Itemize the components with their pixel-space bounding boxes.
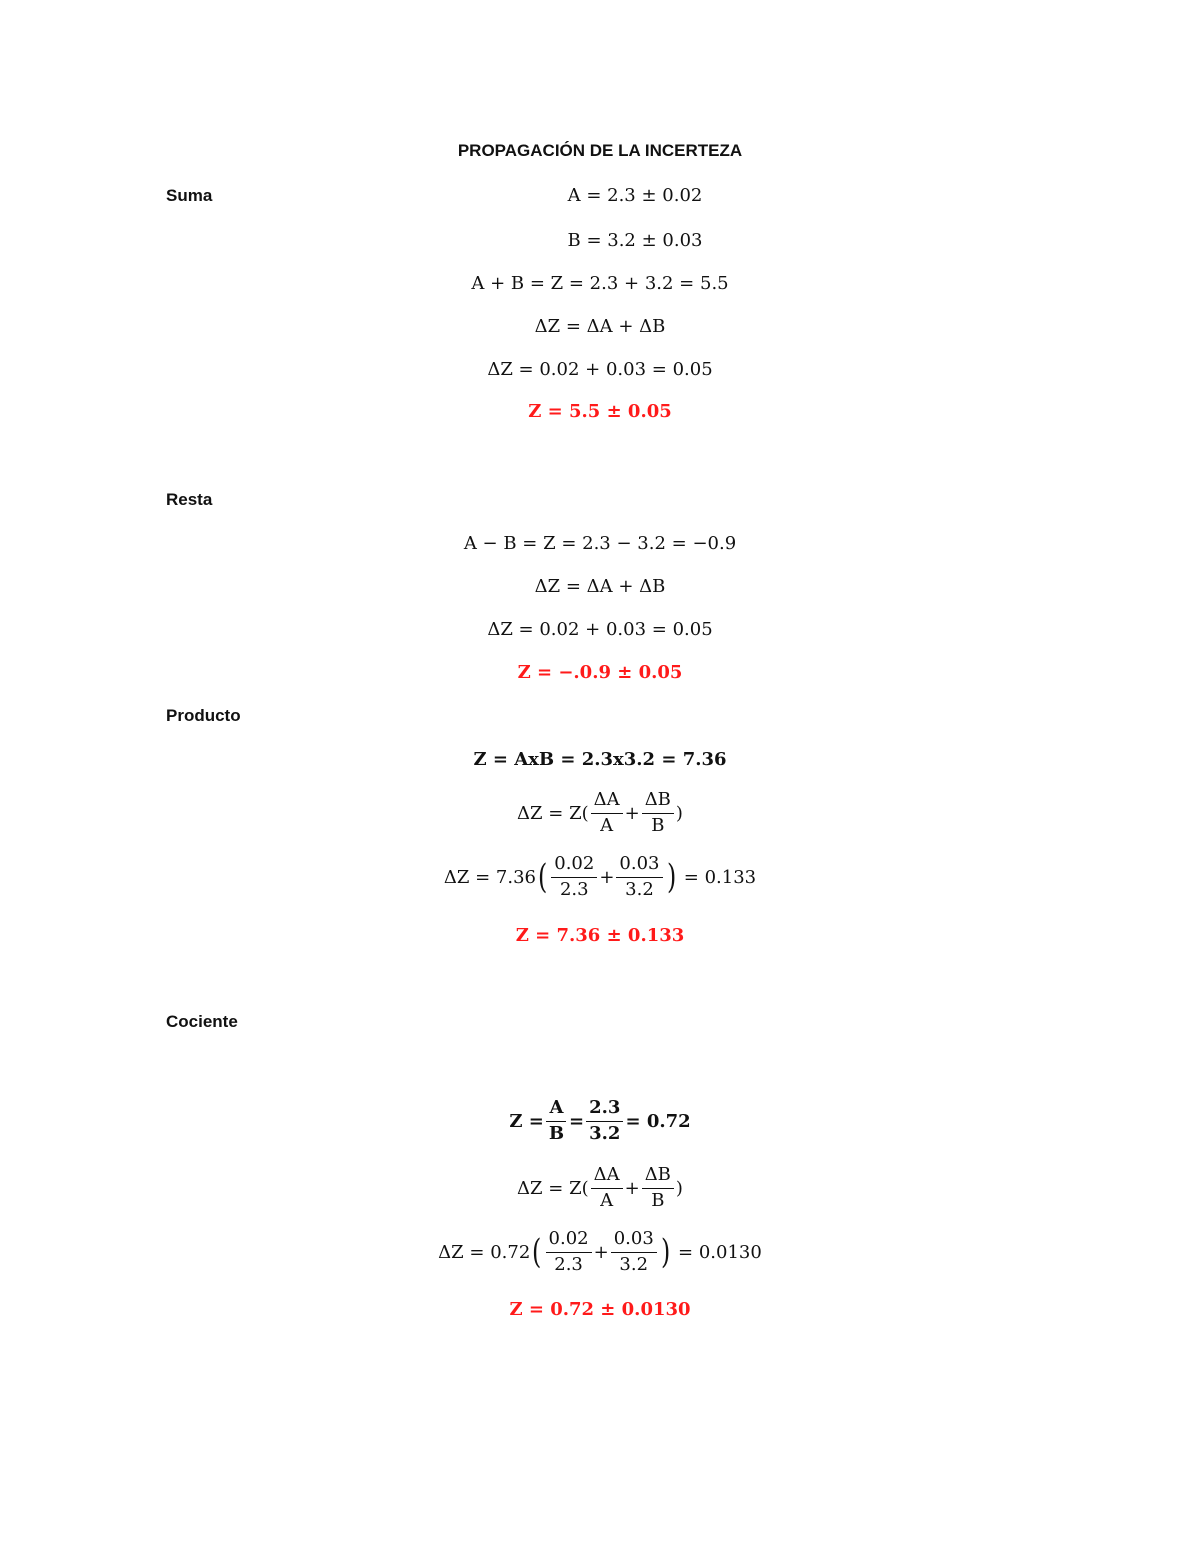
- suma-result: Z = 5.5 ± 0.05: [528, 401, 672, 422]
- suma-eq-delta-value: ΔZ = 0.02 + 0.03 = 0.05: [487, 359, 713, 380]
- plus-sign: +: [599, 866, 615, 888]
- fraction-numerator: 0.03: [616, 854, 662, 878]
- producto-result: Z = 7.36 ± 0.133: [515, 925, 685, 946]
- fraction-denominator: 2.3: [554, 1253, 583, 1275]
- producto-eq-product: Z = AxB = 2.3x3.2 = 7.36: [473, 749, 727, 770]
- fraction-numerator: A: [546, 1098, 566, 1122]
- cociente-eq1-rhs: = 0.72: [625, 1110, 691, 1132]
- fraction-numerator: 0.03: [611, 1229, 657, 1253]
- cociente-eq-quotient: [0, 1098, 1200, 1144]
- cociente-eq3-rhs: = 0.0130: [678, 1241, 762, 1263]
- fraction-numerator: 2.3: [586, 1098, 623, 1122]
- producto-eq3-fraction-a: [551, 854, 597, 900]
- producto-eq3-rhs: = 0.133: [683, 866, 757, 888]
- fraction-numerator: ΔB: [642, 1165, 674, 1189]
- fraction-denominator: B: [548, 1122, 565, 1144]
- cociente-eq2-fraction-a: [591, 1165, 623, 1211]
- producto-eq3-lhs: ΔZ = 7.36: [443, 866, 536, 888]
- producto-eq2-fraction-a: [591, 790, 623, 836]
- plus-sign: +: [593, 1241, 609, 1263]
- cociente-eq3-lhs: ΔZ = 0.72: [438, 1241, 531, 1263]
- fraction-denominator: A: [600, 1189, 614, 1211]
- producto-eq2-fraction-b: [642, 790, 674, 836]
- section-resta-heading: Resta: [166, 490, 213, 509]
- section-suma-heading: Suma: [166, 186, 213, 205]
- suma-eq-a: A = 2.3 ± 0.02: [567, 185, 703, 206]
- suma-eq-b: B = 3.2 ± 0.03: [567, 230, 703, 251]
- cociente-eq2-fraction-b: [642, 1165, 674, 1211]
- cociente-eq3-fraction-a: [546, 1229, 592, 1275]
- cociente-eq1-fraction-values: [586, 1098, 623, 1144]
- right-paren: ): [666, 857, 676, 898]
- cociente-eq-delta-formula: [0, 1165, 1200, 1211]
- fraction-numerator: ΔB: [642, 790, 674, 814]
- right-paren: ): [660, 1232, 671, 1273]
- suma-eq-sum: A + B = Z = 2.3 + 3.2 = 5.5: [471, 273, 729, 294]
- cociente-eq2-rhs: ): [675, 1177, 683, 1199]
- page-title: PROPAGACIÓN DE LA INCERTEZA: [457, 141, 743, 160]
- plus-sign: +: [624, 1177, 640, 1199]
- fraction-numerator: 0.02: [551, 854, 597, 878]
- resta-result: Z = −.0.9 ± 0.05: [517, 662, 683, 683]
- fraction-denominator: 3.2: [589, 1122, 621, 1144]
- cociente-eq-delta-value: [0, 1229, 1200, 1275]
- plus-sign: +: [624, 802, 640, 824]
- resta-eq-delta: ΔZ = ΔA + ΔB: [534, 576, 666, 597]
- cociente-eq1-fraction-ab: [546, 1098, 567, 1144]
- producto-eq-delta-formula: [0, 790, 1200, 836]
- resta-eq-delta-value: ΔZ = 0.02 + 0.03 = 0.05: [487, 619, 713, 640]
- equals-sign: =: [569, 1110, 585, 1132]
- fraction-denominator: A: [600, 814, 614, 836]
- fraction-denominator: B: [651, 814, 665, 836]
- producto-eq3-fraction-b: [616, 854, 662, 900]
- fraction-denominator: 3.2: [619, 1253, 649, 1275]
- resta-eq-diff: A − B = Z = 2.3 − 3.2 = −0.9: [463, 533, 737, 554]
- fraction-numerator: ΔA: [591, 790, 623, 814]
- producto-eq2-rhs: ): [675, 802, 683, 824]
- left-paren: (: [532, 1232, 542, 1273]
- section-cociente-heading: Cociente: [166, 1012, 238, 1031]
- fraction-denominator: 3.2: [625, 878, 654, 900]
- fraction-numerator: 0.02: [546, 1229, 592, 1253]
- suma-eq-delta: ΔZ = ΔA + ΔB: [534, 316, 666, 337]
- left-paren: (: [537, 857, 548, 898]
- cociente-eq1-lhs: Z =: [509, 1110, 544, 1132]
- producto-eq-delta-value: [0, 854, 1200, 900]
- fraction-numerator: ΔA: [591, 1165, 623, 1189]
- cociente-result: Z = 0.72 ± 0.0130: [509, 1299, 691, 1320]
- fraction-denominator: 2.3: [559, 878, 589, 900]
- cociente-eq2-lhs: ΔZ = Z(: [517, 1177, 589, 1199]
- fraction-denominator: B: [651, 1189, 665, 1211]
- section-producto-heading: Producto: [166, 706, 241, 725]
- cociente-eq3-fraction-b: [611, 1229, 657, 1275]
- producto-eq2-lhs: ΔZ = Z(: [517, 802, 589, 824]
